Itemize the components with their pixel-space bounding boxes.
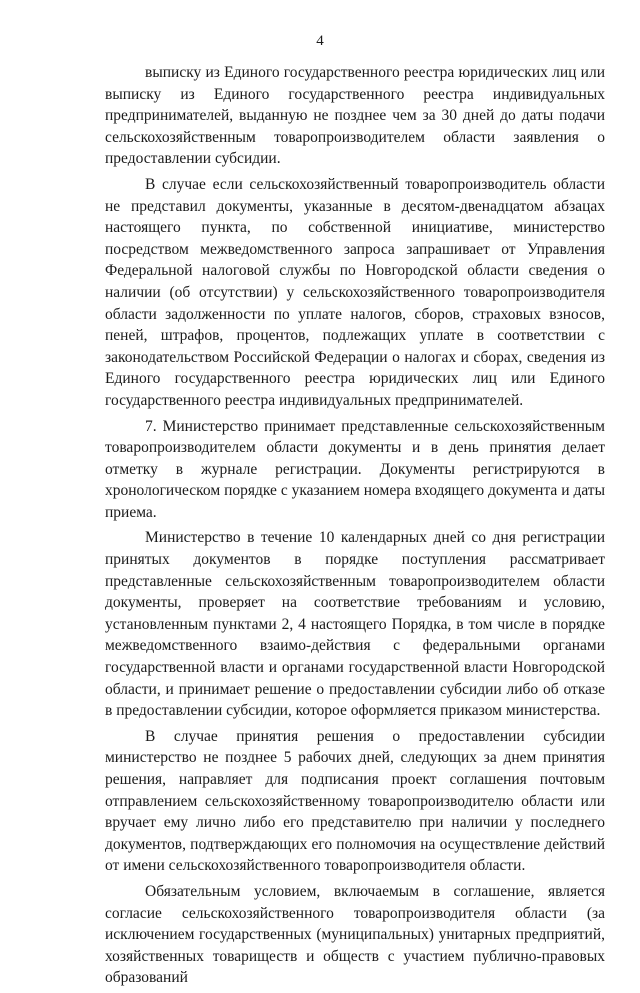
paragraph-agreement-dispatch: В случае принятия решения о предоставлении субсидии министерство не позднее 5 рабочих дней, следующих за днем принятия решения, направляет для подписания проект соглашения почтовым отправлением сельскохозяйственному товаропроизводителю области или вручает ему лично либо его представителю при наличии у последнего документов, подтверждающих его полномочия на осуществление действий от имени сельскохозяйственного товаропроизводителя области.: [105, 727, 605, 875]
paragraph-document-registration: 7. Министерство принимает представленные сельскохозяйственным товаропроизводителем области документы и в день принятия делает отметку в журнале регистрации. Документы регистрируются в хронологическом порядке с указанием номера входящего документа и даты приема.: [105, 417, 605, 521]
page-number: 4: [316, 33, 324, 49]
paragraph-extract-requirement: выписку из Единого государственного реестра юридических лиц или выписку из Единого государственного реестра индивидуальных предпринимателей, выданную не позднее чем за 30 дней до даты подачи сельскохозяйственным товаропроизводителем области заявления о предоставлении субсидии.: [105, 64, 605, 168]
paragraph-interagency-request: В случае если сельскохозяйственный товаропроизводитель области не представил документы, указанные в десятом-двенадцатом абзацах настоящего пункта, по собственной инициативе, министерство посредством межведомственного запроса запрашивает от Управления Федеральной налоговой службы по Новгородской области сведения о наличии (об отсутствии) у сельскохозяйственного товаропроизводителя области задолженности по уплате налогов, сборов, страховых взносов, пеней, штрафов, процентов, подлежащих уплате в соответствии с законодательством Российской Федерации о налогах и сборах, сведения из Единого государственного реестра юридических лиц или Единого государственного реестра индивидуальных предпринимателей.: [105, 175, 605, 409]
paragraph-mandatory-condition: Обязательным условием, включаемым в соглашение, является согласие сельскохозяйственного товаропроизводителя области (за исключением государственных (муниципальных) унитарных предприятий, хозяйственных товариществ и обществ с участием публично-правовых образований: [105, 882, 605, 987]
document-body: [105, 62, 605, 993]
paragraph-document-review: Министерство в течение 10 календарных дней со дня регистрации принятых документов в порядке поступления рассматривает представленные сельскохозяйственным товаропроизводителем области документы, проверяет на соответствие требованиям и условию, установленным пунктами 2, 4 настоящего Порядка, в том числе в порядке межведомственного взаимо-действия с федеральными органами государственной власти и органами государственной власти Новгородской области, и принимает решение о предоставлении субсидии либо об отказе в предоставлении субсидии, которое оформляется приказом министерства.: [105, 529, 605, 720]
